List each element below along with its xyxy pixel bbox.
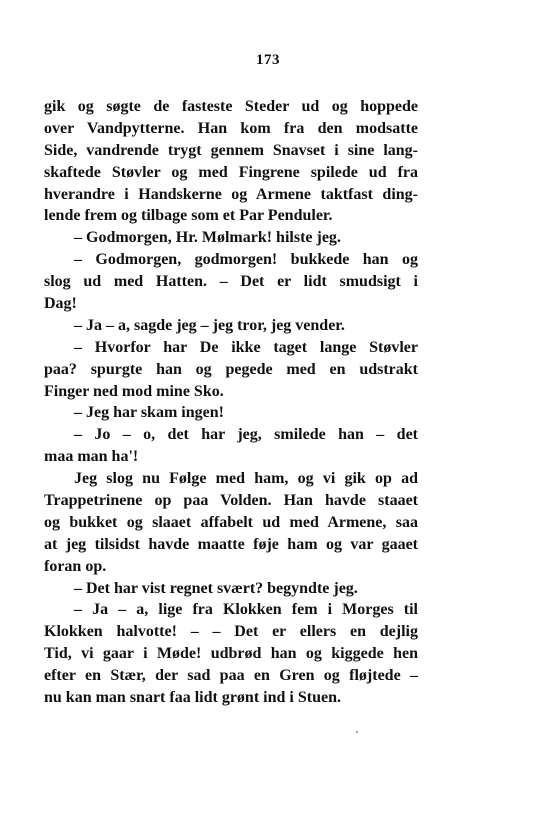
text-line: Klokken halvotte! – – Det er ellers en dejlig xyxy=(44,623,418,641)
text-line: at jeg tilsidst havde maatte føje ham og var gaaet xyxy=(44,535,418,553)
text-line: Finger ned mod mine Sko. xyxy=(44,382,224,400)
text-line: Trappetrinene op paa Volden. Han havde staaet xyxy=(44,492,418,510)
paper-speck xyxy=(356,731,358,733)
text-line: Jeg slog nu Følge med ham, og vi gik op ad xyxy=(74,470,418,488)
text-line: paa? spurgte han og pegede med en udstrakt xyxy=(44,360,418,378)
text-line: – Jeg har skam ingen! xyxy=(74,404,224,422)
text-line: hverandre i Handskerne og Armene taktfast ding- xyxy=(44,185,418,203)
text-line: gik og søgte de fasteste Steder ud og hoppede xyxy=(44,98,418,115)
text-line: slog ud med Hatten. – Det er lidt smudsigt i xyxy=(44,273,418,291)
text-line: foran op. xyxy=(44,557,107,575)
text-line: skaftede Støvler og med Fingrene spilede ud fra xyxy=(44,163,418,181)
body-text xyxy=(44,96,418,709)
text-line: efter en Stær, der sad paa en Gren og fløjtede – xyxy=(44,667,418,685)
text-line: nu kan man snart faa lidt grønt ind i Stuen. xyxy=(44,689,341,707)
text-line: lende frem og tilbage som et Par Penduler. xyxy=(44,207,333,225)
text-line: – Godmorgen, godmorgen! bukkede han og xyxy=(74,251,418,269)
text-line: – Godmorgen, Hr. Mølmark! hilste jeg. xyxy=(74,229,341,247)
text-line: – Det har vist regnet svært? begyndte jeg. xyxy=(74,579,358,597)
text-line: over Vandpytterne. Han kom fra den modsatte xyxy=(44,119,418,137)
text-line: – Jo – o, det har jeg, smilede han – det xyxy=(74,426,418,444)
text-line: maa man ha'! xyxy=(44,448,139,466)
page-number: 173 xyxy=(256,52,280,68)
text-line: – Ja – a, lige fra Klokken fem i Morges til xyxy=(74,601,418,619)
text-line: – Ja – a, sagde jeg – jeg tror, jeg vender. xyxy=(74,316,345,334)
text-line: og bukket og slaaet affabelt ud med Armene, saa xyxy=(44,513,418,531)
text-line: Dag! xyxy=(44,295,77,313)
text-line: – Hvorfor har De ikke taget lange Støvler xyxy=(74,338,418,356)
text-line: Tid, vi gaar i Møde! udbrød han og kiggede hen xyxy=(44,645,418,663)
text-line: Side, vandrende trygt gennem Snavset i sine lang- xyxy=(44,141,418,159)
